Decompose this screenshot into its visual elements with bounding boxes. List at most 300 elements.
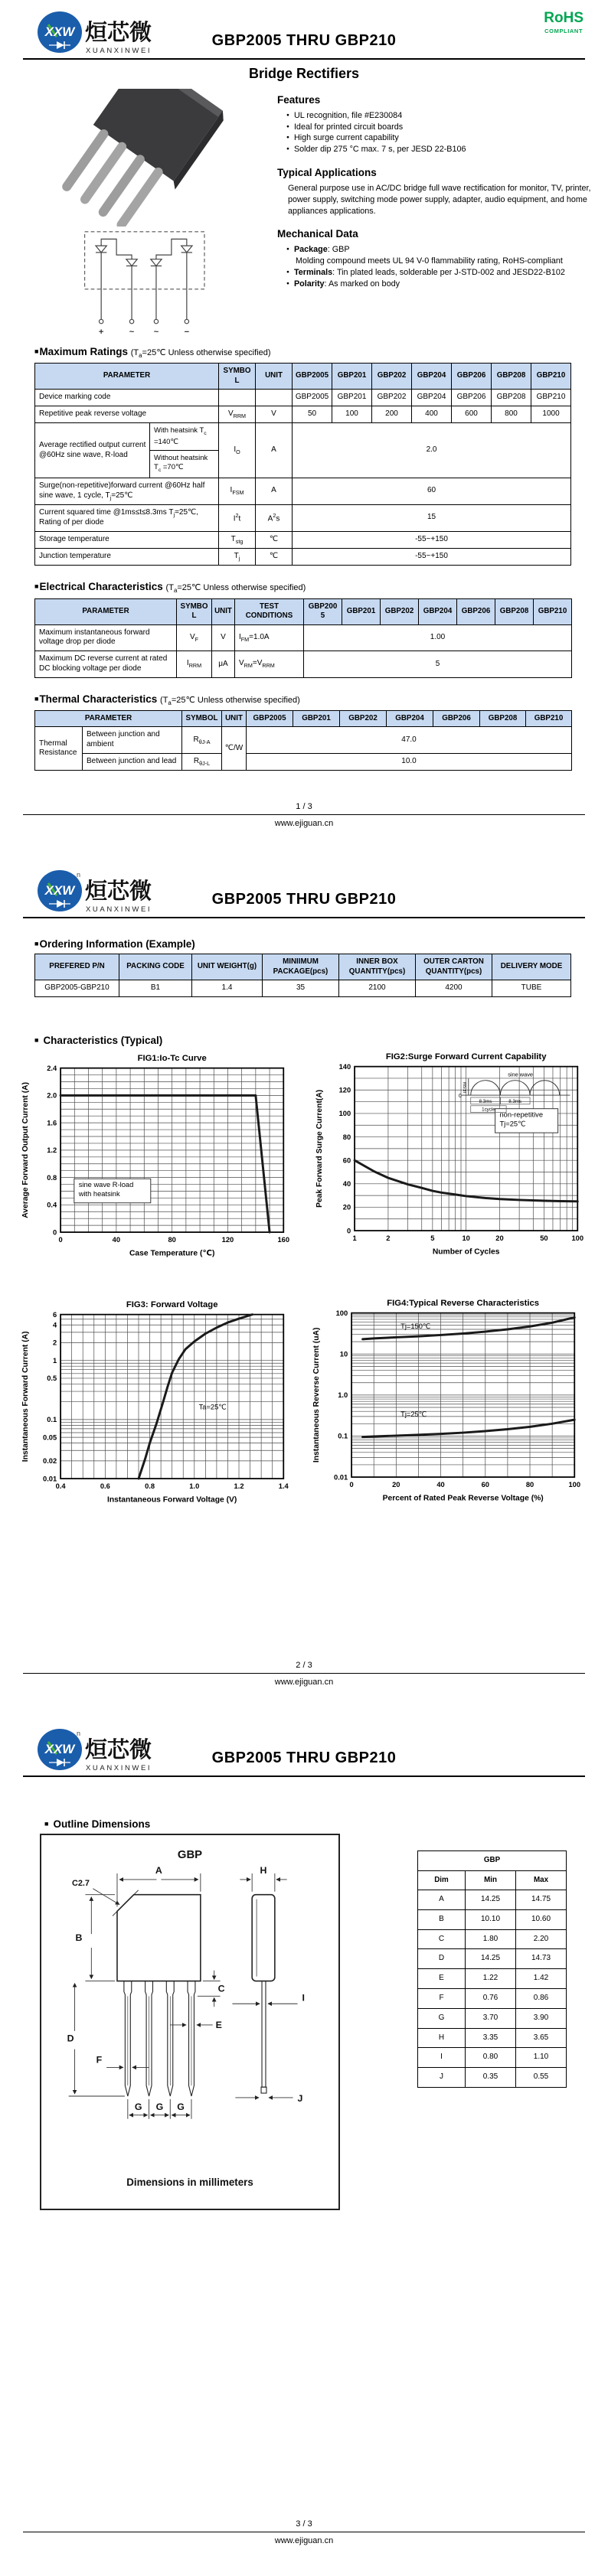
svg-text:H: H <box>260 1865 267 1876</box>
outline-drawing-box <box>40 1834 340 2210</box>
svg-text:0.8: 0.8 <box>145 1482 155 1490</box>
cell: GBP206 <box>452 390 492 406</box>
chart-ylabel: Average Forward Output Current (A) <box>21 1081 30 1218</box>
cell: 1.42 <box>516 1969 567 1989</box>
cell: 5 <box>304 651 572 678</box>
chart-xlabel: Case Temperature (℃) <box>129 1249 215 1258</box>
header-cell: PARAMETER <box>35 364 219 390</box>
cell: 1.00 <box>304 624 572 651</box>
header-cell: PACKING CODE <box>119 954 192 980</box>
svg-text:1.2: 1.2 <box>47 1146 57 1155</box>
cell: ℃ <box>256 549 293 566</box>
svg-text:0.02: 0.02 <box>43 1457 57 1466</box>
svg-text:1.0: 1.0 <box>189 1482 200 1490</box>
page-number: 3 / 3 <box>296 2519 312 2529</box>
chart-title: FIG4:Typical Reverse Characteristics <box>387 1298 540 1308</box>
cell: $R_{\theta J-A}$ <box>182 727 222 754</box>
header-cell: UNIT WEIGHT(g) <box>192 954 263 980</box>
cell: Between junction and lead <box>83 754 182 771</box>
header-cell: GBP2005 <box>247 710 293 727</box>
svg-text:40: 40 <box>342 1180 351 1189</box>
svg-text:Tj=25℃: Tj=25℃ <box>400 1410 427 1418</box>
header-cell: Min <box>466 1870 516 1890</box>
cell: -55~+150 <box>293 549 571 566</box>
chart-xlabel: Number of Cycles <box>432 1247 500 1257</box>
svg-text:80: 80 <box>342 1133 351 1141</box>
header-cell: GBP <box>418 1851 567 1871</box>
page-1 <box>0 0 608 859</box>
page-footer <box>23 1661 585 1687</box>
svg-text:2.4: 2.4 <box>47 1064 57 1072</box>
dimension-labels <box>67 1849 305 2188</box>
cell: $V_{RM}=V_{RRM}$ <box>235 651 304 678</box>
cell: Without heatsink $T_c$ =70℃ <box>150 451 219 478</box>
header-cell: GBP210 <box>534 598 572 624</box>
cell: 0.80 <box>466 2048 516 2068</box>
page-2 <box>0 859 608 1717</box>
drawing-caption: Dimensions in millimeters <box>126 2176 253 2188</box>
svg-text:0.8: 0.8 <box>47 1173 57 1182</box>
cell: Storage temperature <box>35 531 219 548</box>
footer-url: www.ejiguan.cn <box>274 819 334 828</box>
ordering-information-table <box>34 954 571 997</box>
svg-text:sine wave: sine wave <box>508 1071 533 1078</box>
series-Tj25 <box>363 1420 575 1437</box>
cell: Repetitive peak reverse voltage <box>35 406 219 423</box>
mech-item: ● Terminals: Tin plated leads, solderable per J-STD-002 and JESD22-B102 <box>286 267 594 279</box>
dimension-table-wrap <box>417 1850 567 2088</box>
header-cell: TEST CONDITIONS <box>235 598 304 624</box>
svg-text:~: ~ <box>153 327 159 337</box>
maximum-ratings-table <box>34 363 571 566</box>
header-cell: GBP208 <box>480 710 526 727</box>
page-footer <box>23 2519 585 2545</box>
mechanical-data-heading: Mechanical Data <box>277 228 358 240</box>
header-cell: GBP204 <box>419 598 457 624</box>
cell: $I_{RRM}$ <box>177 651 212 678</box>
part-number-title: GBP2005 THRU GBP210 <box>211 1749 397 1766</box>
svg-text:XUANXINWEI: XUANXINWEI <box>86 1764 152 1772</box>
svg-text:~: ~ <box>129 327 135 337</box>
cell: Surge(non-repetitive)forward current @60Hz half sine wave, 1 cycle, $T_j=25℃$ <box>35 478 219 504</box>
svg-text:100: 100 <box>338 1110 351 1118</box>
cell: 1.4 <box>192 980 263 997</box>
cell: E <box>418 1969 466 1989</box>
cell: Average rectified output current @60Hz sine wave, R-load <box>35 423 150 478</box>
thermal-heading: ■Thermal Characteristics ($T_a=25℃$ Unless otherwise specified) <box>34 693 300 706</box>
cell: 1000 <box>531 406 571 423</box>
cell: 2100 <box>339 980 416 997</box>
outline-heading: ■ Outline Dimensions <box>44 1818 151 1830</box>
chart-svg <box>18 1052 296 1288</box>
svg-text:80: 80 <box>525 1480 534 1489</box>
header-cell: GBP201 <box>293 710 340 727</box>
cell: 50 <box>293 406 332 423</box>
svg-text:0.1: 0.1 <box>47 1416 57 1424</box>
header-cell: GBP206 <box>433 710 480 727</box>
svg-text:J: J <box>297 2092 303 2104</box>
side-view <box>252 1895 275 2093</box>
cell: 14.25 <box>466 1949 516 1969</box>
header-cell: GBP201 <box>342 598 381 624</box>
features-heading: Features <box>277 94 321 106</box>
svg-text:XXW: XXW <box>44 883 75 898</box>
fig3-forward-voltage <box>18 1298 296 1538</box>
svg-text:5: 5 <box>430 1234 435 1242</box>
svg-text:6: 6 <box>52 1310 57 1319</box>
cell: 10.60 <box>516 1909 567 1929</box>
chart-ylabel: Instantaneous Reverse Current (uA) <box>312 1327 321 1463</box>
svg-text:0.05: 0.05 <box>43 1433 57 1442</box>
cell: J <box>418 2068 466 2088</box>
svg-text:C2.7: C2.7 <box>71 1878 90 1888</box>
svg-text:1: 1 <box>52 1356 57 1365</box>
cell: μA <box>212 651 235 678</box>
svg-text:0.5: 0.5 <box>47 1374 57 1383</box>
page-header <box>23 8 585 60</box>
cell: 10.10 <box>466 1909 516 1929</box>
cell: TUBE <box>492 980 571 997</box>
svg-text:1.2: 1.2 <box>234 1482 244 1490</box>
header-cell: GBP210 <box>526 710 572 727</box>
svg-text:4: 4 <box>52 1321 57 1329</box>
rohs-compliant-label: COMPLIANT <box>544 28 583 34</box>
cell: A <box>256 423 293 478</box>
chart-xlabel: Instantaneous Forward Voltage (V) <box>106 1495 237 1505</box>
chart-svg <box>18 1298 296 1534</box>
bridge-schematic <box>80 228 208 341</box>
cell: GBP2005 <box>293 390 332 406</box>
svg-text:B: B <box>75 1932 83 1944</box>
characteristics-heading: ■ Characteristics (Typical) <box>34 1035 163 1046</box>
typical-applications-heading: Typical Applications <box>277 167 377 179</box>
page-header <box>23 1725 585 1777</box>
rohs-label: RoHS <box>544 10 583 26</box>
cell: GBP2005-GBP210 <box>35 980 119 997</box>
svg-text:0.1: 0.1 <box>338 1432 348 1440</box>
svg-text:with heatsink: with heatsink <box>78 1189 120 1198</box>
chart-ylabel: Instantaneous Forward Current (A) <box>21 1331 30 1462</box>
header-cell: GBP204 <box>412 364 452 390</box>
spec-tables <box>34 346 574 771</box>
svg-text:0.4: 0.4 <box>47 1201 57 1209</box>
footer-url: www.ejiguan.cn <box>274 2536 334 2545</box>
svg-text:0.4: 0.4 <box>55 1482 66 1490</box>
header-cell: GBP208 <box>492 364 531 390</box>
chart-xlabel: Percent of Rated Peak Reverse Voltage (%) <box>382 1494 544 1503</box>
cell: GBP210 <box>531 390 571 406</box>
cell: 10.0 <box>247 754 572 771</box>
cell: GBP204 <box>412 390 452 406</box>
brand-cn: 烜芯微 <box>85 21 152 45</box>
page-number: 1 / 3 <box>296 802 312 811</box>
cell: 1.10 <box>516 2048 567 2068</box>
cell: With heatsink $T_c$ =140℃ <box>150 423 219 451</box>
logo-monogram: XXW <box>44 24 75 39</box>
svg-text:2: 2 <box>386 1234 391 1242</box>
cell: Maximum instantaneous forward voltage drop per diode <box>35 624 177 651</box>
header-cell: GBP201 <box>332 364 372 390</box>
svg-text:60: 60 <box>481 1480 489 1489</box>
header-cell: SYMBOL <box>177 598 212 624</box>
cell <box>219 390 256 406</box>
cell: 35 <box>263 980 339 997</box>
header-cell: Max <box>516 1870 567 1890</box>
cell: 0.35 <box>466 2068 516 2088</box>
cell: 14.73 <box>516 1949 567 1969</box>
cell: $I^2t$ <box>219 504 256 531</box>
svg-text:XUANXINWEI: XUANXINWEI <box>86 905 152 914</box>
thermal-characteristics-table <box>34 710 572 771</box>
cell <box>256 390 293 406</box>
header-cell: PREFERED P/N <box>35 954 119 980</box>
header-cell: SYMBOL <box>219 364 256 390</box>
cell: I <box>418 2048 466 2068</box>
svg-text:40: 40 <box>436 1480 445 1489</box>
cell: 3.35 <box>466 2028 516 2048</box>
svg-text:G: G <box>134 2101 142 2112</box>
cell: ℃ <box>256 531 293 548</box>
page-3 <box>0 1717 608 2576</box>
svg-text:I: I <box>302 1992 305 2004</box>
header-cell: GBP202 <box>372 364 412 390</box>
svg-text:0: 0 <box>349 1480 354 1489</box>
cell: 600 <box>452 406 492 423</box>
svg-text:A: A <box>155 1865 162 1876</box>
cell: $T_{stg}$ <box>219 531 256 548</box>
header-cell: GBP206 <box>457 598 495 624</box>
typical-applications-block <box>277 166 594 217</box>
cell: 1.22 <box>466 1969 516 1989</box>
svg-text:50: 50 <box>540 1234 548 1242</box>
cell: Device marking code <box>35 390 219 406</box>
cell: GBP201 <box>332 390 372 406</box>
cell: A <box>256 478 293 504</box>
header-cell: GBP202 <box>340 710 387 727</box>
cell: ℃/W <box>222 727 247 771</box>
cell: $A^2s$ <box>256 504 293 531</box>
part-number-title: GBP2005 THRU GBP210 <box>211 891 397 908</box>
package-name: GBP <box>177 1849 203 1862</box>
cell: $I_{FM}=1.0A$ <box>235 624 304 651</box>
diode-symbols <box>96 246 192 266</box>
cell: GBP202 <box>372 390 412 406</box>
ordering-block <box>34 938 574 997</box>
cell: 400 <box>412 406 452 423</box>
fig1-io-tc-curve <box>18 1052 296 1292</box>
cell: Thermal Resistance <box>35 727 83 771</box>
features-block <box>277 93 594 155</box>
svg-text:1.4: 1.4 <box>278 1482 289 1490</box>
fig2-surge-current-capability <box>312 1050 590 1290</box>
cell: 4200 <box>416 980 492 997</box>
chart-ylabel: Peak Forward Surge Current(A) <box>315 1089 324 1208</box>
cell: $R_{\theta J-L}$ <box>182 754 222 771</box>
svg-text:F: F <box>96 2054 103 2066</box>
chart-svg <box>312 1050 590 1286</box>
svg-text:40: 40 <box>112 1235 121 1244</box>
svg-text:0.01: 0.01 <box>43 1475 57 1483</box>
svg-text:+: + <box>98 327 104 337</box>
cell: 0.86 <box>516 1989 567 2009</box>
mech-item: ● Polarity: As marked on body <box>286 279 594 290</box>
header-cell: UNIT <box>256 364 293 390</box>
svg-text:1.6: 1.6 <box>47 1119 57 1127</box>
electrical-heading: ■Electrical Characteristics ($T_a=25℃$ Unless otherwise specified) <box>34 581 306 595</box>
header-cell: SYMBOL <box>182 710 222 727</box>
cell: 800 <box>492 406 531 423</box>
terminal-pins <box>99 319 188 323</box>
cell: D <box>418 1949 466 1969</box>
cell: Current squared time @1ms≤t≤8.3ms $T_j=25℃$, Rating of per diode <box>35 504 219 531</box>
header-cell: PARAMETER <box>35 710 182 727</box>
header-cell: GBP206 <box>452 364 492 390</box>
cell: $V_F$ <box>177 624 212 651</box>
fig4-typical-reverse-characteristics <box>309 1296 587 1537</box>
svg-text:120: 120 <box>221 1235 234 1244</box>
package-3d <box>53 89 227 227</box>
cell: H <box>418 2028 466 2048</box>
cell: 3.65 <box>516 2028 567 2048</box>
svg-text:0.01: 0.01 <box>334 1473 348 1482</box>
cell: $I_O$ <box>219 423 256 478</box>
svg-text:sine wave R-load: sine wave R-load <box>78 1181 134 1189</box>
cell: 100 <box>332 406 372 423</box>
mechanical-data-block <box>277 227 594 289</box>
header-cell: DELIVERY MODE <box>492 954 571 980</box>
header-cell: GBP210 <box>531 364 571 390</box>
chart-title: FIG2:Surge Forward Current Capability <box>385 1052 547 1061</box>
front-view <box>113 1890 201 2096</box>
cell: B1 <box>119 980 192 997</box>
header-cell: OUTER CARTON QUANTITY(pcs) <box>416 954 492 980</box>
cell: Maximum DC reverse current at rated DC blocking voltage per diode <box>35 651 177 678</box>
svg-text:160: 160 <box>277 1235 290 1244</box>
print-artifact: n <box>77 1730 81 1737</box>
feature-item: ● Solder dip 275 °C max. 7 s, per JESD 22-B106 <box>286 144 594 155</box>
svg-text:120: 120 <box>338 1086 351 1094</box>
svg-text:10: 10 <box>462 1234 470 1242</box>
cell: 15 <box>293 504 571 531</box>
cell: GBP208 <box>492 390 531 406</box>
svg-text:100: 100 <box>335 1309 348 1317</box>
header-cell: Dim <box>418 1870 466 1890</box>
feature-item: ● High surge current capability <box>286 132 594 144</box>
svg-text:Tj=150℃: Tj=150℃ <box>400 1322 431 1330</box>
svg-text:10: 10 <box>339 1350 348 1358</box>
feature-item: ● Ideal for printed circuit boards <box>286 122 594 133</box>
features-list <box>286 110 594 156</box>
header-cell: INNER BOX QUANTITY(pcs) <box>339 954 416 980</box>
footer-rule <box>23 814 585 815</box>
cell: 2.20 <box>516 1929 567 1949</box>
svg-text:烜芯微: 烜芯微 <box>85 879 152 904</box>
cell: F <box>418 1989 466 2009</box>
cell: Junction temperature <box>35 549 219 566</box>
cell: B <box>418 1909 466 1929</box>
svg-text:non-repetitive: non-repetitive <box>499 1110 544 1119</box>
cell: 0.55 <box>516 2068 567 2088</box>
electrical-characteristics-table <box>34 598 572 678</box>
terminal-labels <box>99 328 190 337</box>
outline-drawing-svg <box>41 1835 338 2209</box>
cell: 2.0 <box>293 423 571 478</box>
svg-text:1.0: 1.0 <box>338 1391 348 1400</box>
cell: 200 <box>372 406 412 423</box>
typical-applications-text: General purpose use in AC/DC bridge full wave rectification for monitor, TV, printer, power supply, switching mode power supply, adapter, audio equipment, and home appliances applications. <box>288 183 591 216</box>
cell: $I_{FSM}$ <box>219 478 256 504</box>
svg-text:1cycle: 1cycle <box>482 1107 495 1113</box>
svg-text:1: 1 <box>352 1234 357 1242</box>
mech-item-cont: Molding compound meets UL 94 V-0 flammability rating, RoHS-compliant <box>296 256 563 266</box>
svg-text:0.6: 0.6 <box>100 1482 110 1490</box>
header-cell: GBP208 <box>495 598 534 624</box>
svg-text:−: − <box>184 327 190 337</box>
header-cell: GBP2005 <box>304 598 342 624</box>
svg-text:0: 0 <box>458 1093 462 1099</box>
series-VF <box>139 1315 253 1479</box>
svg-text:60: 60 <box>342 1156 351 1165</box>
svg-text:G: G <box>177 2101 185 2112</box>
svg-text:0: 0 <box>58 1235 63 1244</box>
svg-text:0: 0 <box>52 1228 57 1237</box>
dimension-table <box>417 1850 567 2088</box>
overview-column <box>277 93 594 301</box>
rohs-badge <box>544 11 583 34</box>
svg-text:8.3ms: 8.3ms <box>479 1098 492 1104</box>
ordering-heading: ■Ordering Information (Example) <box>34 938 195 950</box>
chart-title: FIG3: Forward Voltage <box>126 1299 218 1309</box>
footer-url: www.ejiguan.cn <box>274 1678 334 1687</box>
cell: 14.25 <box>466 1890 516 1910</box>
mech-item: ● Package: GBP <box>286 244 594 256</box>
svg-text:0: 0 <box>346 1227 351 1235</box>
header-cell: GBP202 <box>381 598 419 624</box>
svg-text:8.3ms: 8.3ms <box>508 1098 522 1104</box>
cell: 14.75 <box>516 1890 567 1910</box>
svg-text:2: 2 <box>52 1339 57 1347</box>
svg-text:G: G <box>155 2101 164 2112</box>
header-cell: PARAMETER <box>35 598 177 624</box>
print-artifact: n <box>77 871 81 879</box>
cell: C <box>418 1929 466 1949</box>
cell: 3.70 <box>466 2008 516 2028</box>
cell: G <box>418 2008 466 2028</box>
svg-text:100: 100 <box>568 1480 581 1489</box>
header-cell: UNIT <box>222 710 247 727</box>
svg-text:20: 20 <box>342 1203 351 1211</box>
chart-title: FIG1:Io-Tc Curve <box>137 1053 207 1063</box>
svg-text:20: 20 <box>495 1234 504 1242</box>
dimension-lines <box>69 1873 298 2119</box>
cell: A <box>418 1890 466 1910</box>
cell: -55~+150 <box>293 531 571 548</box>
header-cell: GBP204 <box>387 710 433 727</box>
svg-text:E: E <box>215 2019 222 2030</box>
cell: 1.80 <box>466 1929 516 1949</box>
cell: 47.0 <box>247 727 572 754</box>
max-ratings-heading: ■Maximum Ratings ($T_a=25℃$ Unless otherwise specified) <box>34 346 271 360</box>
doc-title: Bridge Rectifiers <box>248 66 360 81</box>
schematic-wires <box>101 239 187 319</box>
svg-text:Ta=25℃: Ta=25℃ <box>198 1403 227 1411</box>
svg-text:XXW: XXW <box>44 1742 75 1756</box>
svg-text:80: 80 <box>168 1235 176 1244</box>
svg-text:D: D <box>67 2033 74 2044</box>
cell: V <box>212 624 235 651</box>
header-cell: UNIT <box>212 598 235 624</box>
header-cell: MINIIMUM PACKAGE(pcs) <box>263 954 339 980</box>
